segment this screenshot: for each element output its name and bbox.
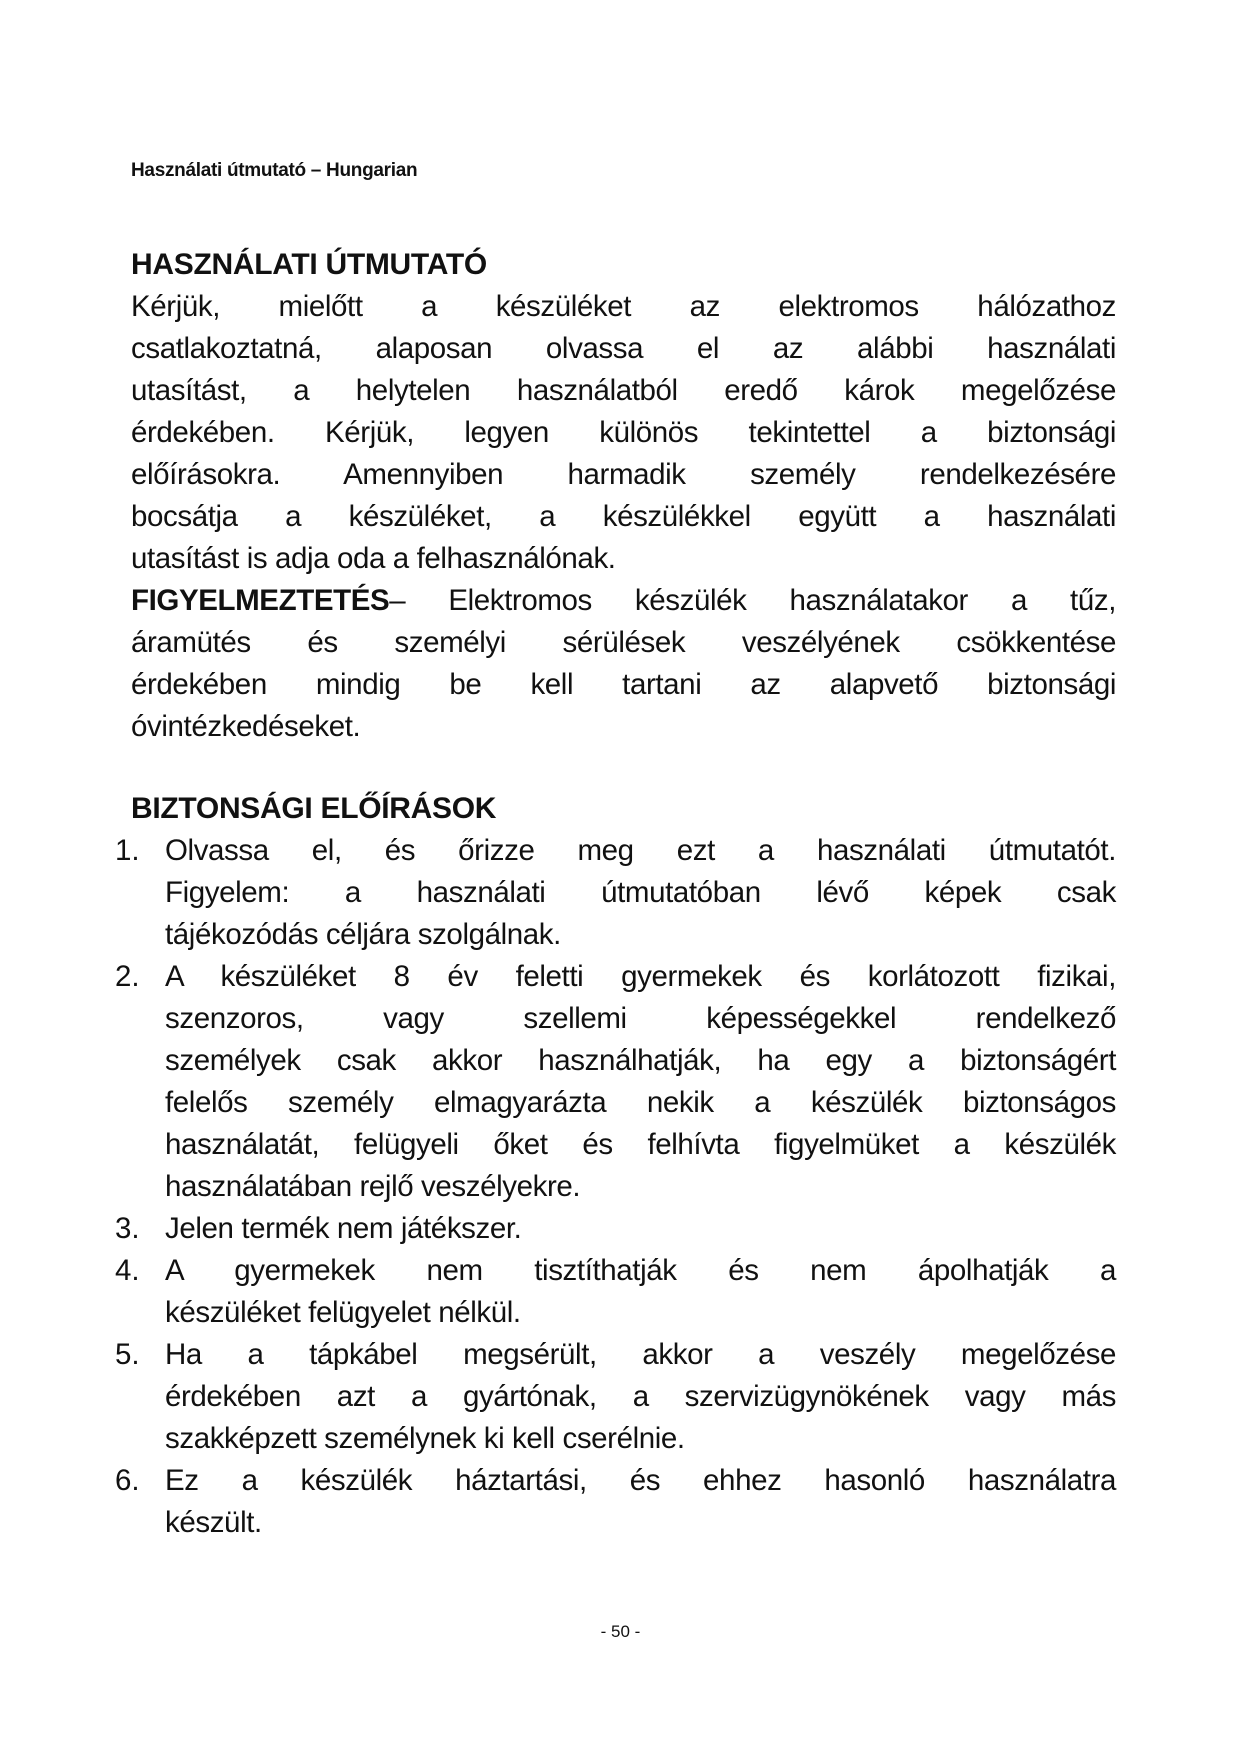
text-line: érdekében. Kérjük, legyen különös tekintettel a biztonsági	[131, 416, 1116, 449]
text-line: utasítást, a helytelen használatból eredő károk megelőzése	[131, 374, 1116, 407]
text-line: szenzoros, vagy szellemi képességekkel rendelkező	[165, 1002, 1116, 1035]
text-line: előírásokra. Amennyiben harmadik személy rendelkezésére	[131, 458, 1116, 491]
text-line: Figyelem: a használati útmutatóban lévő képek csak	[165, 876, 1116, 909]
text-line: utasítást is adja oda a felhasználónak.	[131, 542, 616, 575]
safety-list	[115, 830, 1116, 1544]
running-header: Használati útmutató – Hungarian	[131, 160, 418, 181]
safety-item	[115, 1460, 1116, 1544]
text-line	[131, 580, 1116, 622]
item-number: 5.	[115, 1338, 140, 1371]
text-line: érdekében azt a gyártónak, a szervizügynökének vagy más	[165, 1380, 1116, 1413]
safety-item	[115, 1208, 1116, 1250]
warning-label: FIGYELMEZTETÉS	[131, 584, 390, 617]
text-line: áramütés és személyi sérülések veszélyének csökkentése	[131, 626, 1116, 659]
item-number: 4.	[115, 1254, 140, 1287]
text-line: Olvassa el, és őrizze meg ezt a használati útmutatót.	[165, 834, 1116, 867]
text-line: szakképzett személynek ki kell cserélnie.	[165, 1422, 685, 1455]
text-line: érdekében mindig be kell tartani az alapvető biztonsági	[131, 668, 1116, 701]
text-line: Jelen termék nem játékszer.	[165, 1212, 522, 1245]
text-line: készüléket felügyelet nélkül.	[165, 1296, 521, 1329]
text-line: Kérjük, mielőtt a készüléket az elektromos hálózathoz	[131, 290, 1116, 323]
intro-paragraph	[131, 286, 1116, 580]
title-heading: HASZNÁLATI ÚTMUTATÓ	[131, 248, 487, 281]
warning-paragraph	[131, 580, 1116, 748]
text-line: személyek csak akkor használhatják, ha egy a biztonságért	[165, 1044, 1116, 1077]
safety-item	[115, 1250, 1116, 1334]
text-line: tájékozódás céljára szolgálnak.	[165, 918, 561, 951]
text-line: felelős személy elmagyarázta nekik a készülék biztonságos	[165, 1086, 1116, 1119]
warning-text: – Elektromos készülék használatakor a tűz,	[389, 584, 1116, 617]
text-line: csatlakoztatná, alaposan olvassa el az alábbi használati	[131, 332, 1116, 365]
safety-item	[115, 956, 1116, 1208]
item-number: 3.	[115, 1212, 140, 1245]
text-line: használatát, felügyeli őket és felhívta figyelmüket a készülék	[165, 1128, 1116, 1161]
item-number: 2.	[115, 960, 140, 993]
text-line: A készüléket 8 év feletti gyermekek és korlátozott fizikai,	[165, 960, 1116, 993]
text-line: bocsátja a készüléket, a készülékkel együtt a használati	[131, 500, 1116, 533]
text-line: készült.	[165, 1506, 262, 1539]
text-line: Ez a készülék háztartási, és ehhez hasonló használatra	[165, 1464, 1116, 1497]
item-number: 1.	[115, 834, 140, 867]
item-number: 6.	[115, 1464, 140, 1497]
safety-item	[115, 830, 1116, 956]
text-line: A gyermekek nem tisztíthatják és nem ápolhatják a	[165, 1254, 1116, 1287]
text-line: óvintézkedéseket.	[131, 710, 361, 743]
page-body	[115, 244, 1116, 1544]
safety-item	[115, 1334, 1116, 1460]
text-line: Ha a tápkábel megsérült, akkor a veszély megelőzése	[165, 1338, 1116, 1371]
safety-heading: BIZTONSÁGI ELŐÍRÁSOK	[131, 792, 497, 825]
text-line: használatában rejlő veszélyekre.	[165, 1170, 581, 1203]
page-number: - 50 -	[600, 1622, 641, 1641]
